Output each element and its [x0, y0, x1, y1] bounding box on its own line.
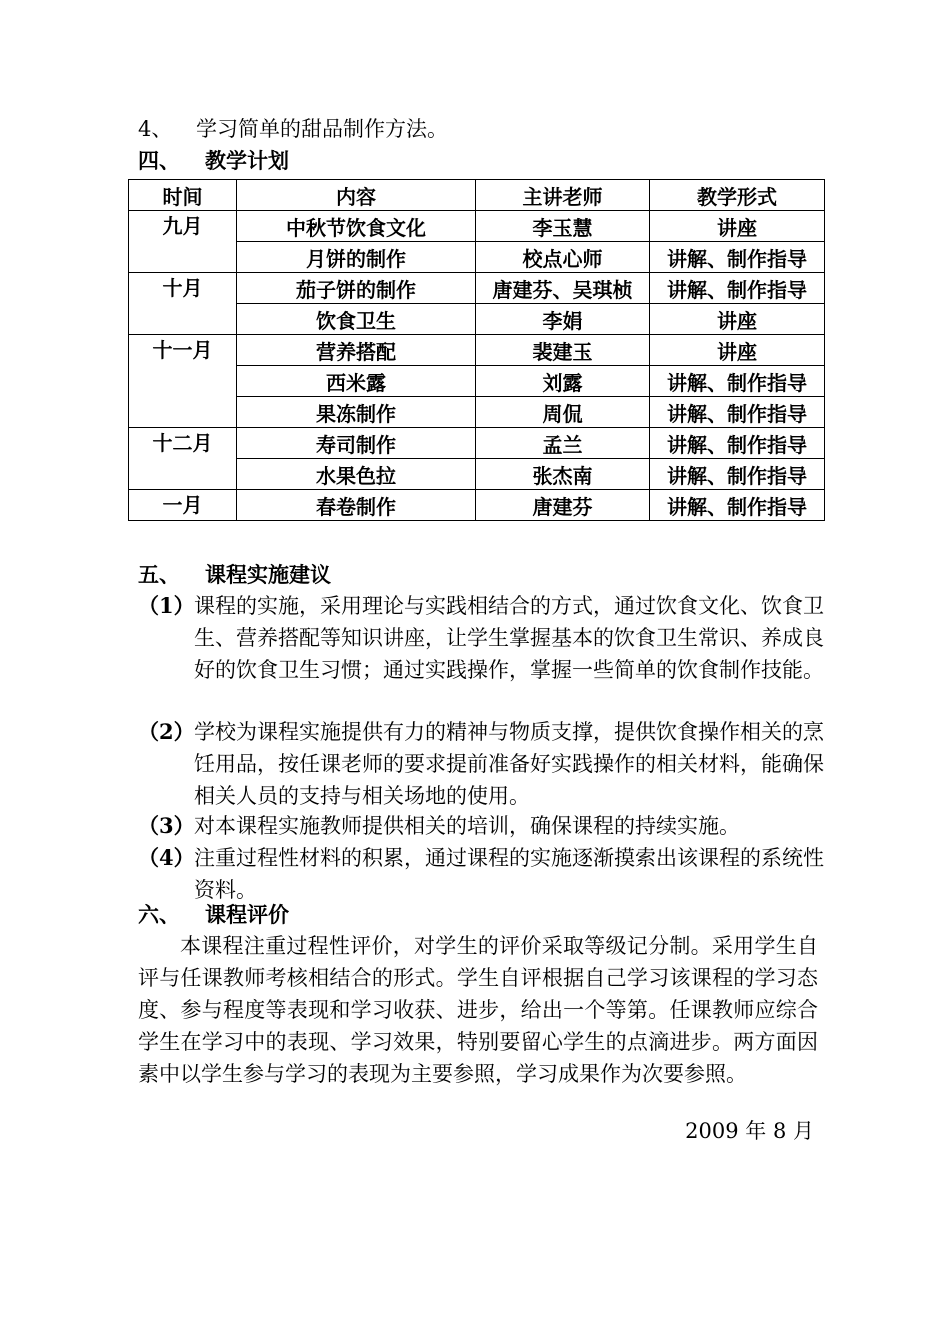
content-cell: 春卷制作 [237, 490, 476, 521]
section6-number: 六、 [138, 902, 180, 927]
header-teacher: 主讲老师 [476, 180, 650, 211]
form-cell: 讲座 [650, 304, 825, 335]
form-cell: 讲解、制作指导 [650, 428, 825, 459]
teacher-cell: 孟兰 [476, 428, 650, 459]
suggestion-text: 学校为课程实施提供有力的精神与物质支撑，提供饮食操作相关的烹饪用品，按任课老师的要求提前准备好实践操作的相关材料，能确保相关人员的支持与相关场地的使用。 [194, 720, 824, 808]
suggestion-number: （1） [138, 593, 195, 618]
suggestion-text: 对本课程实施教师提供相关的培训，确保课程的持续实施。 [194, 814, 740, 838]
month-cell: 十二月 [129, 428, 237, 490]
table-row [129, 490, 825, 521]
form-cell: 讲解、制作指导 [650, 459, 825, 490]
section6-title: 课程评价 [205, 902, 289, 927]
form-cell: 讲解、制作指导 [650, 490, 825, 521]
suggestion-item [138, 810, 828, 842]
section4-heading [138, 146, 289, 176]
teacher-cell: 李玉慧 [476, 211, 650, 242]
suggestion-item [138, 590, 828, 686]
table-header-row [129, 180, 825, 211]
header-time: 时间 [129, 180, 237, 211]
form-cell: 讲解、制作指导 [650, 366, 825, 397]
form-cell: 讲座 [650, 335, 825, 366]
form-cell: 讲解、制作指导 [650, 273, 825, 304]
teacher-cell: 张杰南 [476, 459, 650, 490]
header-form: 教学形式 [650, 180, 825, 211]
suggestion-number: （2） [138, 719, 195, 744]
table-row [129, 428, 825, 459]
content-cell: 饮食卫生 [237, 304, 476, 335]
content-cell: 茄子饼的制作 [237, 273, 476, 304]
content-cell: 中秋节饮食文化 [237, 211, 476, 242]
content-cell: 寿司制作 [237, 428, 476, 459]
suggestion-item [138, 716, 828, 812]
month-cell: 十一月 [129, 335, 237, 428]
intro-item [138, 114, 448, 144]
teacher-cell: 裴建玉 [476, 335, 650, 366]
section5-number: 五、 [138, 562, 180, 587]
suggestion-text: 注重过程性材料的积累，通过课程的实施逐渐摸索出该课程的系统性资料。 [194, 846, 824, 902]
suggestion-text: 课程的实施，采用理论与实践相结合的方式，通过饮食文化、饮食卫生、营养搭配等知识讲座，让学生掌握基本的饮食卫生常识、养成良好的饮食卫生习惯；通过实践操作，掌握一些简单的饮食制作技能。 [194, 594, 824, 682]
document-date: 2009 年 8 月 [685, 1119, 814, 1143]
section5-heading [138, 560, 331, 590]
month-cell: 十月 [129, 273, 237, 335]
teacher-cell: 刘露 [476, 366, 650, 397]
content-cell: 果冻制作 [237, 397, 476, 428]
month-cell: 一月 [129, 490, 237, 521]
month-cell: 九月 [129, 211, 237, 273]
table-row [129, 335, 825, 366]
header-content: 内容 [237, 180, 476, 211]
content-cell: 月饼的制作 [237, 242, 476, 273]
form-cell: 讲座 [650, 211, 825, 242]
content-cell: 水果色拉 [237, 459, 476, 490]
teaching-plan-table [128, 179, 825, 521]
evaluation-paragraph: 本课程注重过程性评价，对学生的评价采取等级记分制。采用学生自评与任课教师考核相结合的形式。学生自评根据自己学习该课程的学习态度、参与程度等表现和学习收获、进步，给出一个等第。任课教师应综合学生在学习中的表现、学习效果，特别要留心学生的点滴进步。两方面因素中以学生参与学习的表现为主要参照，学习成果作为次要参照。 [138, 934, 818, 1086]
section4-title: 教学计划 [205, 148, 289, 173]
teacher-cell: 唐建芬 [476, 490, 650, 521]
teacher-cell: 校点心师 [476, 242, 650, 273]
form-cell: 讲解、制作指导 [650, 242, 825, 273]
content-cell: 西米露 [237, 366, 476, 397]
section4-number: 四、 [138, 148, 180, 173]
content-cell: 营养搭配 [237, 335, 476, 366]
intro-item-text: 学习简单的甜品制作方法。 [196, 117, 448, 141]
suggestion-number: （3） [138, 813, 195, 838]
suggestion-item [138, 842, 828, 906]
suggestion-number: （4） [138, 845, 195, 870]
section6-heading [138, 900, 289, 930]
teacher-cell: 李娟 [476, 304, 650, 335]
teacher-cell: 周侃 [476, 397, 650, 428]
section5-title: 课程实施建议 [205, 562, 331, 587]
form-cell: 讲解、制作指导 [650, 397, 825, 428]
intro-item-number: 4、 [138, 117, 173, 141]
table-row [129, 273, 825, 304]
teacher-cell: 唐建芬、吴琪桢 [476, 273, 650, 304]
table-row [129, 211, 825, 242]
